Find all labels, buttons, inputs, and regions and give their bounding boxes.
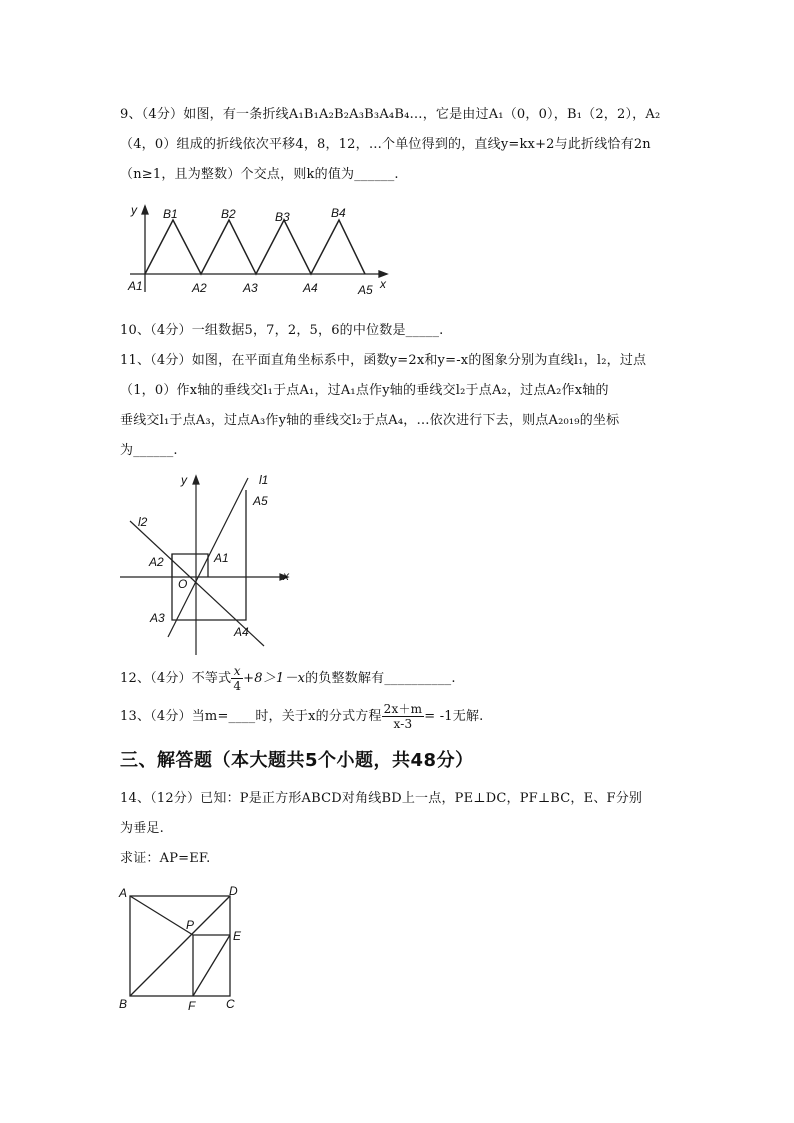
q12-fraction: $\frac{x}{4}$ <box>233 664 242 693</box>
label-A1: A1 <box>128 279 143 293</box>
q14-square-figure <box>118 882 258 1017</box>
q9-line-2: （4，0）组成的折线依次平移4，8，12，…个单位得到的，直线y=kx+2与此折线恰有2n <box>120 137 651 152</box>
label-A4: A4 <box>234 625 249 639</box>
q14-line-3: 求证：AP=EF. <box>120 851 211 866</box>
label-B4: B4 <box>331 206 346 220</box>
label-C: C <box>226 997 235 1011</box>
label-E: E <box>233 929 242 943</box>
question-12: 12、（4分）不等式 $\frac{x}{4}$ +8＞1－x的负整数解有__________. <box>120 664 456 693</box>
label-P: P <box>186 918 195 932</box>
x-axis-label: x <box>380 277 386 291</box>
q11-coordinate-figure <box>118 470 308 660</box>
question-9 <box>120 100 675 190</box>
label-B1: B1 <box>163 207 178 221</box>
label-B2: B2 <box>221 207 236 221</box>
label-l1: l1 <box>259 473 269 487</box>
question-10: 10、（4分）一组数据5，7，2，5，6的中位数是_____. <box>120 323 444 338</box>
question-11 <box>120 346 675 466</box>
q14-line-1: 14、（12分）已知：P是正方形ABCD对角线BD上一点，PE⊥DC，PF⊥BC，E、F分别 <box>120 791 643 806</box>
q9-line-1: 9、（4分）如图，有一条折线A₁B₁A₂B₂A₃B₃A₄B₄…，它是由过A₁（0，0），B₁（2，2），A₂ <box>120 107 661 122</box>
label-A1: A1 <box>214 551 229 565</box>
question-14 <box>120 784 675 874</box>
label-O: O <box>178 577 188 591</box>
label-B: B <box>119 997 128 1011</box>
label-A2: A2 <box>192 281 207 295</box>
q13-fraction: $\frac{2x+m}{x-3}$ <box>383 702 423 731</box>
label-A5: A5 <box>253 494 268 508</box>
label-F: F <box>188 999 196 1013</box>
label-A5: A5 <box>358 283 373 297</box>
label-A: A <box>119 886 128 900</box>
x-axis-label: x <box>283 569 289 583</box>
q11-line-2: （1，0）作x轴的垂线交l₁于点A₁，过A₁点作y轴的垂线交l₂于点A₂，过点A₂作x轴的 <box>120 383 609 398</box>
label-A3: A3 <box>150 611 165 625</box>
label-A3: A3 <box>243 281 258 295</box>
y-axis-label: y <box>131 203 137 217</box>
q11-line-3: 垂线交l₁于点A₃，过点A₃作y轴的垂线交l₂于点A₄，…依次进行下去，则点A₂₀₁₉的坐标 <box>120 413 620 428</box>
question-13: 13、（4分）当m=____时，关于x的分式方程 $\frac{2x+m}{x-3}$ = -1无解. <box>120 702 484 731</box>
label-l2: l2 <box>138 515 148 529</box>
q11-line-4: 为______. <box>120 443 178 458</box>
label-D: D <box>229 884 238 898</box>
y-axis-label: y <box>181 473 187 487</box>
section-3-heading: 三、解答题（本大题共5个小题，共48分） <box>120 750 474 771</box>
label-B3: B3 <box>275 210 290 224</box>
label-A4: A4 <box>303 281 318 295</box>
q11-line-1: 11、（4分）如图，在平面直角坐标系中，函数y=2x和y=-x的图象分别为直线l₁，l₂，过点 <box>120 353 647 368</box>
q9-line-3: （n≥1，且为整数）个交点，则k的值为______. <box>120 167 399 182</box>
q9-zigzag-figure <box>125 200 395 300</box>
label-A2: A2 <box>149 555 164 569</box>
q14-line-2: 为垂足. <box>120 821 164 836</box>
